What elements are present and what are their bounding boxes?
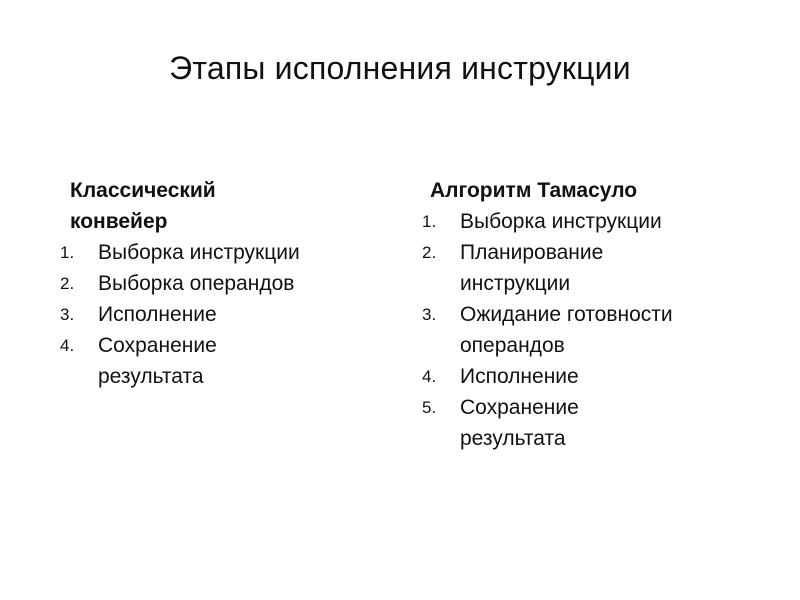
list-item-text: Исполнение [460, 365, 579, 388]
list-item-text: Планирование инструкции [460, 241, 604, 295]
list-item-text: Сохранение результата [98, 334, 217, 388]
list-item [58, 330, 388, 392]
list-item-text: Выборка операндов [98, 272, 295, 295]
list-item-number: 3. [60, 305, 75, 324]
list-item [58, 299, 388, 330]
list-item [58, 237, 388, 268]
list-item-number: 3. [422, 305, 437, 324]
list-item [420, 206, 760, 237]
list-item-text: Выборка инструкции [98, 241, 300, 264]
list-item-text: Исполнение [98, 303, 217, 326]
list-item-text: Ожидание готовности операндов [460, 303, 673, 357]
list-item [420, 237, 760, 299]
list-item [420, 392, 760, 454]
classic-pipeline-list [58, 237, 388, 392]
list-item-number: 5. [422, 398, 437, 417]
slide-title: Этапы исполнения инструкции [169, 50, 631, 86]
list-item-number: 2. [60, 274, 75, 293]
list-item [58, 268, 388, 299]
classic-pipeline-heading [70, 175, 388, 237]
tomasulo-heading: Алгоритм Тамасуло [430, 179, 638, 202]
list-item-number: 4. [60, 336, 75, 355]
list-item-number: 1. [60, 243, 75, 262]
list-item [420, 361, 760, 392]
list-item-text: Выборка инструкции [460, 210, 662, 233]
classic-pipeline-heading-line2: конвейер [70, 210, 168, 233]
list-item [420, 299, 760, 361]
classic-pipeline-heading-line1: Классический [70, 179, 216, 202]
list-item-number: 1. [422, 212, 437, 231]
classic-pipeline-column [58, 175, 388, 392]
tomasulo-column [420, 175, 760, 454]
list-item-number: 4. [422, 367, 437, 386]
list-item-number: 2. [422, 243, 437, 262]
tomasulo-list [420, 206, 760, 454]
list-item-text: Сохранение результата [460, 396, 579, 450]
